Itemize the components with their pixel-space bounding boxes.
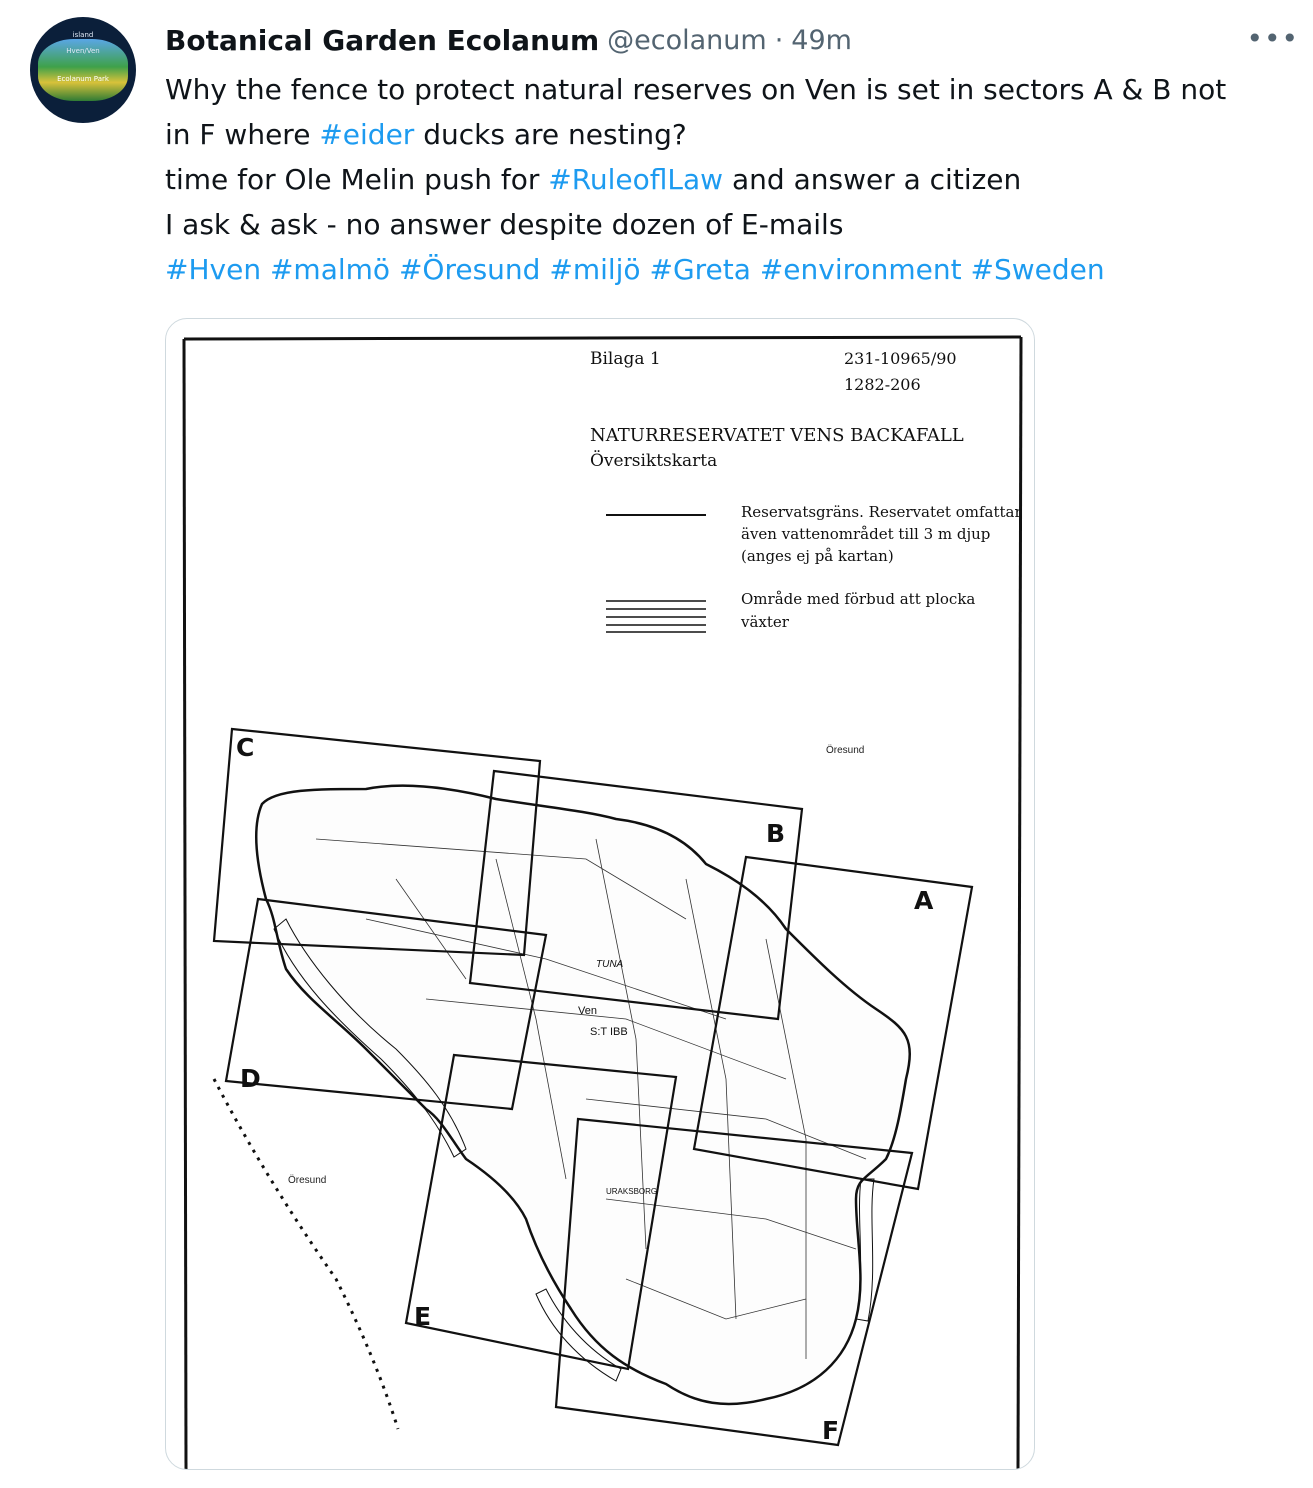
tweet-line-2-text: in F where — [165, 118, 320, 151]
author-name[interactable]: Botanical Garden Ecolanum — [165, 23, 600, 57]
hashtag-line — [165, 247, 1300, 292]
place-south: URAKSBORG — [606, 1187, 658, 1196]
hashtag[interactable]: #Sweden — [970, 253, 1105, 286]
sector-label-a: A — [914, 886, 934, 915]
tweet-line-2 — [165, 112, 1300, 157]
tweet-line-3 — [165, 157, 1300, 202]
legend-1-line-1: Reservatsgräns. Reservatet omfattar — [741, 503, 1022, 521]
sector-label-d: D — [240, 1064, 261, 1093]
sea-label-ne: Öresund — [826, 745, 865, 756]
hashtag-ruleoflaw[interactable]: #RuleoflLaw — [548, 163, 724, 196]
tweet-line-4: I ask & ask - no answer despite dozen of E-mails — [165, 208, 844, 241]
doc-title: NATURRESERVATET VENS BACKAFALL — [590, 425, 964, 446]
hashtag[interactable]: #miljö — [549, 253, 641, 286]
avatar-text-mid: Hven/Ven — [66, 47, 100, 55]
doc-ref-2: 1282-206 — [844, 375, 921, 394]
doc-bilaga: Bilaga 1 — [590, 349, 661, 369]
island-outline — [256, 786, 909, 1404]
hashtag[interactable]: #Öresund — [398, 253, 541, 286]
place-tuna: TUNA — [596, 959, 624, 970]
legend-1-line-2: även vattenområdet till 3 m djup — [741, 525, 991, 543]
avatar[interactable] — [30, 17, 136, 123]
legend-hatch-lines — [606, 601, 706, 632]
place-st-ibb: S:T IBB — [590, 1026, 628, 1038]
sector-label-b: B — [766, 819, 786, 848]
tweet-text — [165, 67, 1300, 292]
legend-2-line-1: Område med förbud att plocka — [741, 590, 976, 608]
tweet-line-3-text-end: and answer a citizen — [723, 163, 1022, 196]
hashtag[interactable]: #Hven — [165, 253, 262, 286]
dotted-boundary-line — [214, 1079, 398, 1429]
more-options-icon[interactable]: ••• — [1246, 22, 1299, 55]
tweet-line-2-text-end: ducks are nesting? — [414, 118, 687, 151]
legend-2-line-2: växter — [741, 613, 789, 631]
tweet-line-1: Why the fence to protect natural reserves on Ven is set in sectors A & B not — [165, 73, 1227, 106]
legend-1-line-3: (anges ej på kartan) — [741, 547, 894, 565]
avatar-text-top: island — [72, 31, 94, 39]
header-separator: · — [774, 24, 784, 56]
doc-ref-1: 231-10965/90 — [844, 349, 957, 368]
place-ven: Ven — [578, 1005, 597, 1017]
hashtag-eider[interactable]: #eider — [319, 118, 415, 151]
hashtag[interactable]: #Greta — [649, 253, 751, 286]
tweet-time[interactable]: 49m — [791, 24, 852, 56]
sector-label-f: F — [822, 1416, 840, 1445]
avatar-text-bottom: Ecolanum Park — [57, 75, 109, 83]
sector-label-e: E — [414, 1302, 432, 1331]
tweet-line-3-text: time for Ole Melin push for — [165, 163, 549, 196]
sector-label-c: C — [236, 733, 255, 762]
doc-subtitle: Översiktskarta — [590, 451, 718, 471]
reserve-map-document — [166, 319, 1034, 1469]
tweet-media-image[interactable] — [165, 318, 1035, 1470]
tweet-header — [165, 20, 852, 60]
hashtag[interactable]: #malmö — [269, 253, 391, 286]
author-handle[interactable]: @ecolanum — [607, 24, 767, 56]
hashtag[interactable]: #environment — [759, 253, 962, 286]
sea-label-sw: Öresund — [288, 1175, 327, 1186]
